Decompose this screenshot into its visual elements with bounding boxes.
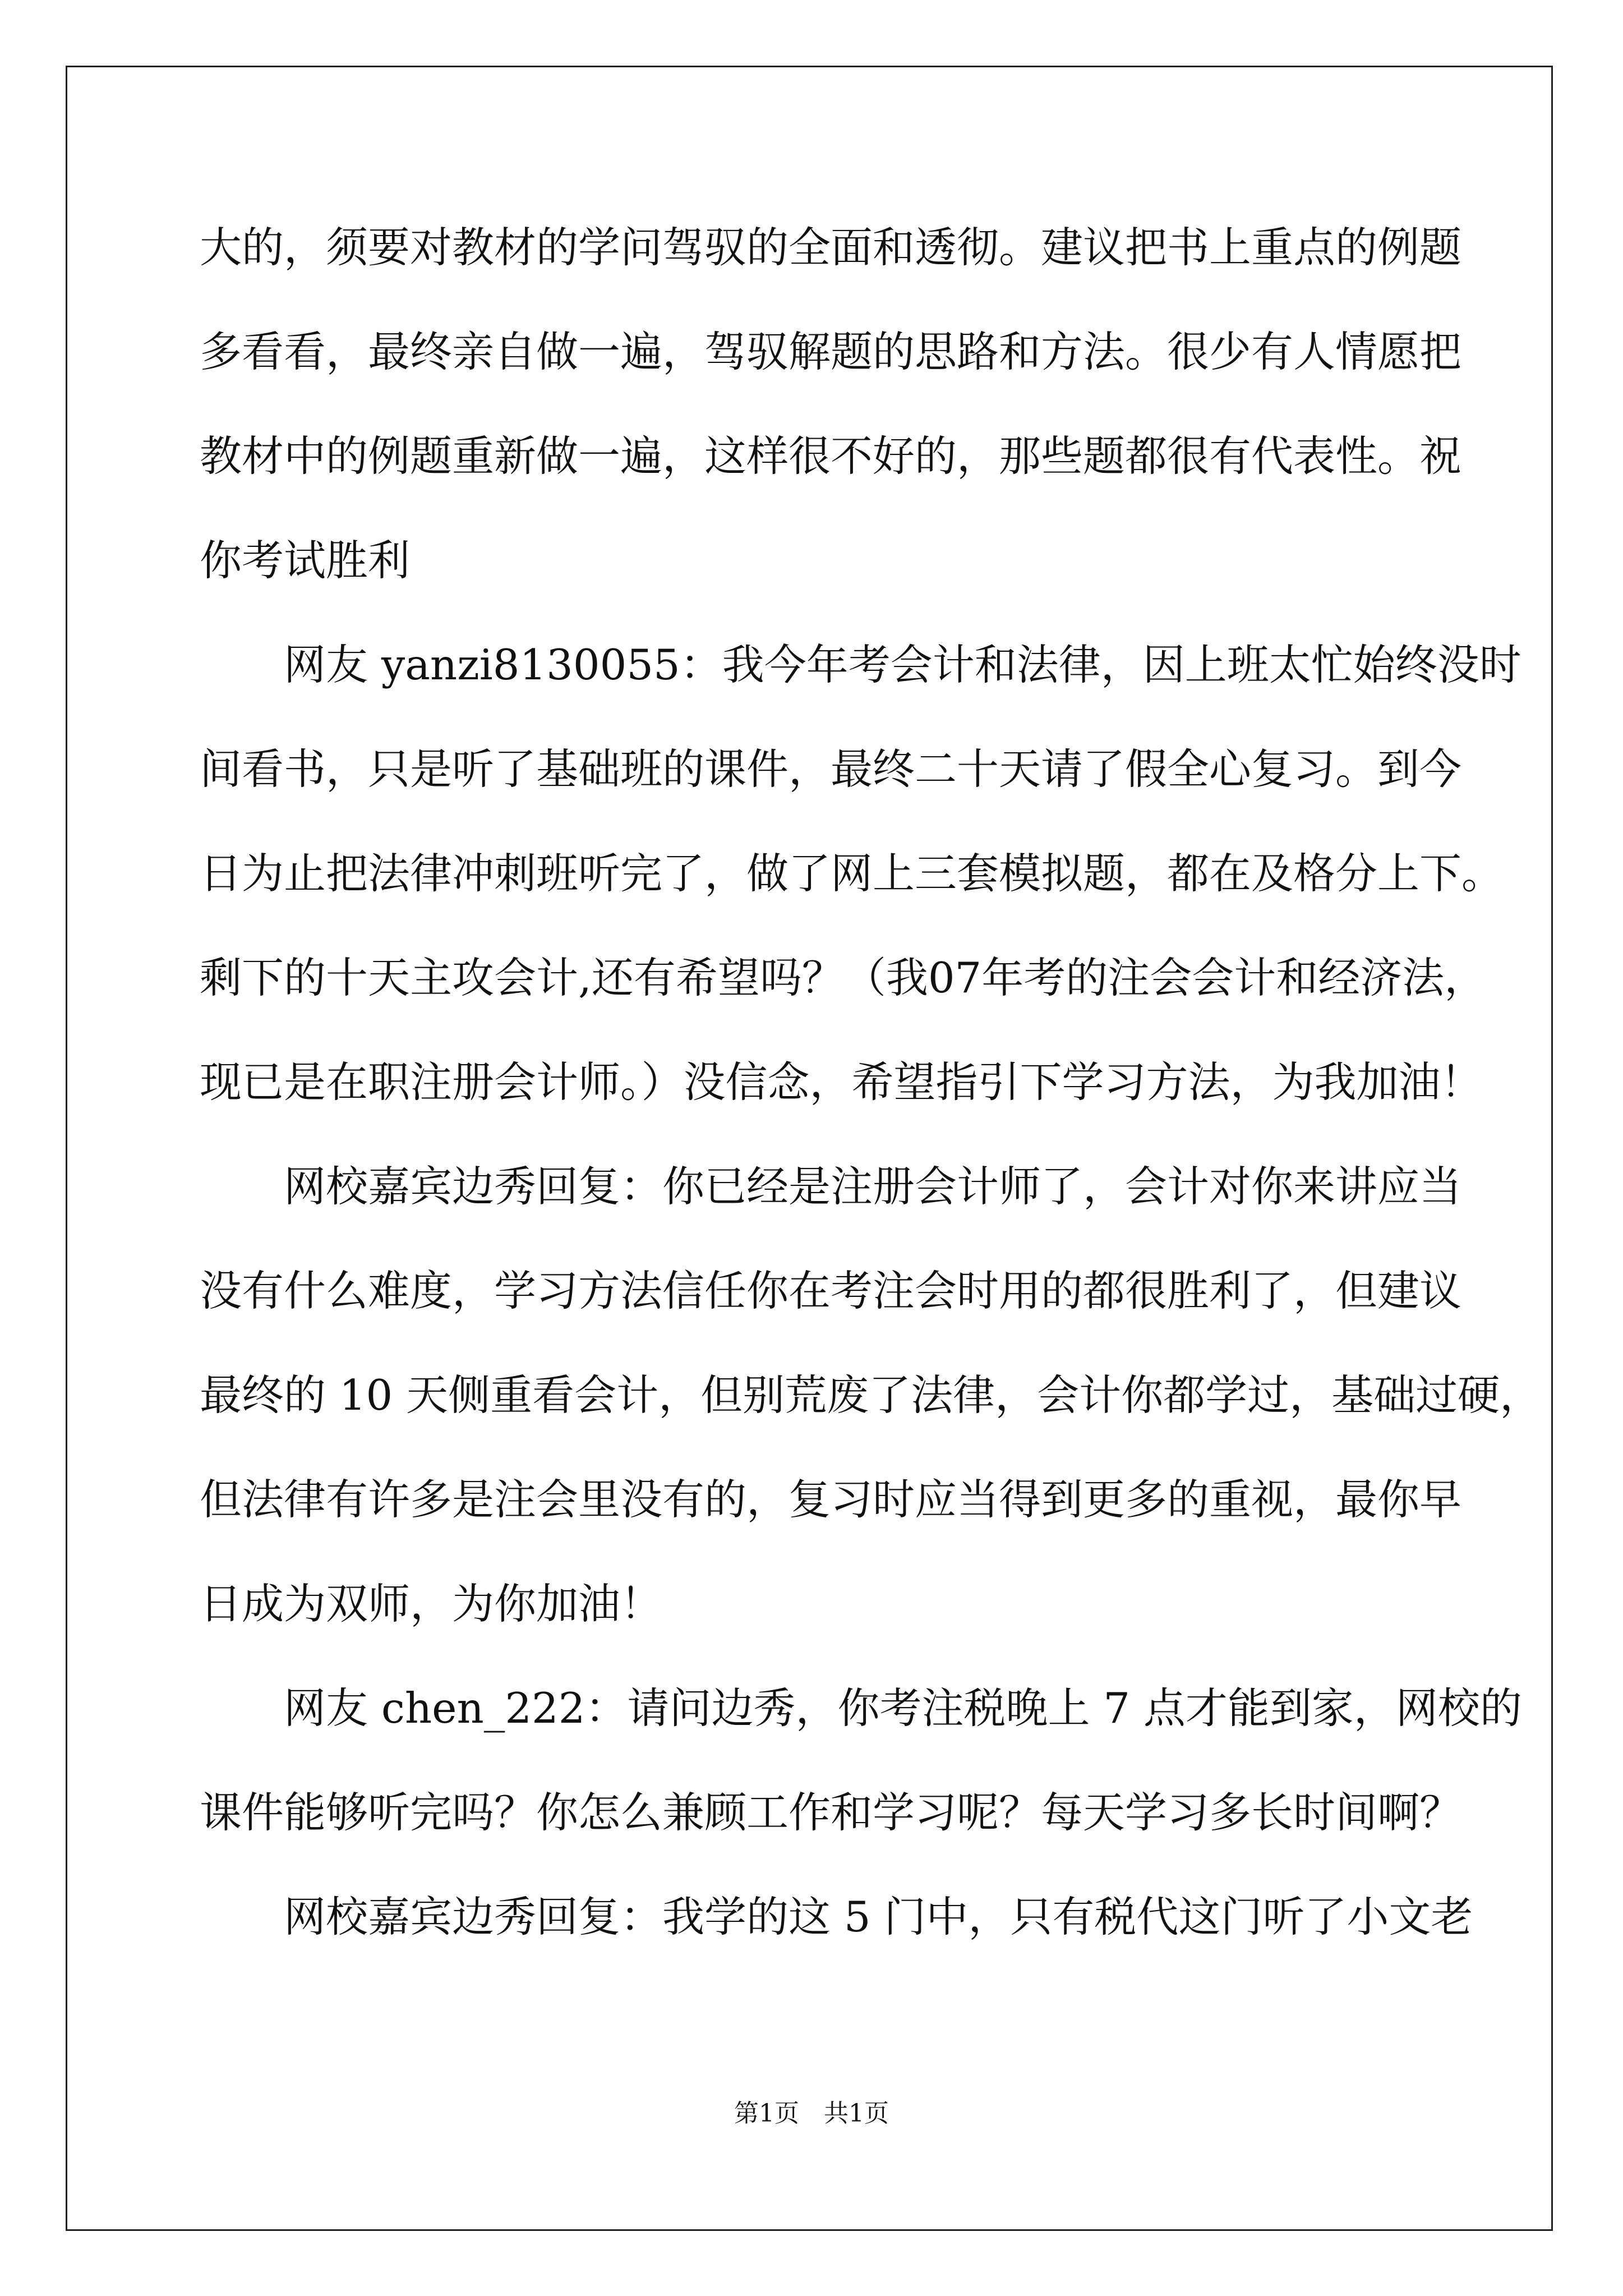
text-line: 最终的 10 天侧重看会计，但别荒废了法律，会计你都学过，基础过硬， bbox=[200, 1370, 1542, 1420]
text-line: 但法律有许多是注会里没有的，复习时应当得到更多的重视，最你早 bbox=[200, 1475, 1462, 1524]
text-line: 间看书，只是听了基础班的课件，最终二十天请了假全心复习。到今 bbox=[200, 744, 1462, 794]
text-line: 课件能够听完吗？你怎么兼顾工作和学习呢？每天学习多长时间啊？ bbox=[200, 1788, 1462, 1837]
text-line: 大的，须要对教材的学问驾驭的全面和透彻。建议把书上重点的例题 bbox=[200, 223, 1462, 272]
text-line: 日为止把法律冲刺班听完了，做了网上三套模拟题，都在及格分上下。 bbox=[200, 849, 1504, 898]
page-footer: 第1页 共1页 bbox=[734, 2099, 889, 2128]
paragraph-start-line: 网友 yanzi8130055：我今年考会计和法律，因上班太忙始终没时 bbox=[284, 640, 1521, 689]
text-line: 日成为双师，为你加油！ bbox=[200, 1579, 663, 1628]
text-line: 剩下的十天主攻会计,还有希望吗？（我07年考的注会会计和经济法， bbox=[200, 953, 1487, 1002]
document-body bbox=[200, 195, 1542, 1969]
text-line: 你考试胜利 bbox=[200, 536, 411, 585]
paragraph-start-line: 网校嘉宾边秀回复：我学的这 5 门中，只有税代这门听了小文老 bbox=[284, 1892, 1473, 1941]
text-line: 教材中的例题重新做一遍，这样很不好的，那些题都很有代表性。祝 bbox=[200, 431, 1462, 481]
paragraph-start-line: 网校嘉宾边秀回复：你已经是注册会计师了，会计对你来讲应当 bbox=[284, 1162, 1462, 1211]
text-line: 现已是在职注册会计师。）没信念，希望指引下学习方法，为我加油！ bbox=[200, 1057, 1483, 1107]
text-line: 多看看，最终亲自做一遍，驾驭解题的思路和方法。很少有人情愿把 bbox=[200, 327, 1462, 376]
text-line: 没有什么难度，学习方法信任你在考注会时用的都很胜利了，但建议 bbox=[200, 1266, 1462, 1315]
paragraph-start-line: 网友 chen_222：请问边秀，你考注税晚上 7 点才能到家，网校的 bbox=[284, 1683, 1522, 1733]
